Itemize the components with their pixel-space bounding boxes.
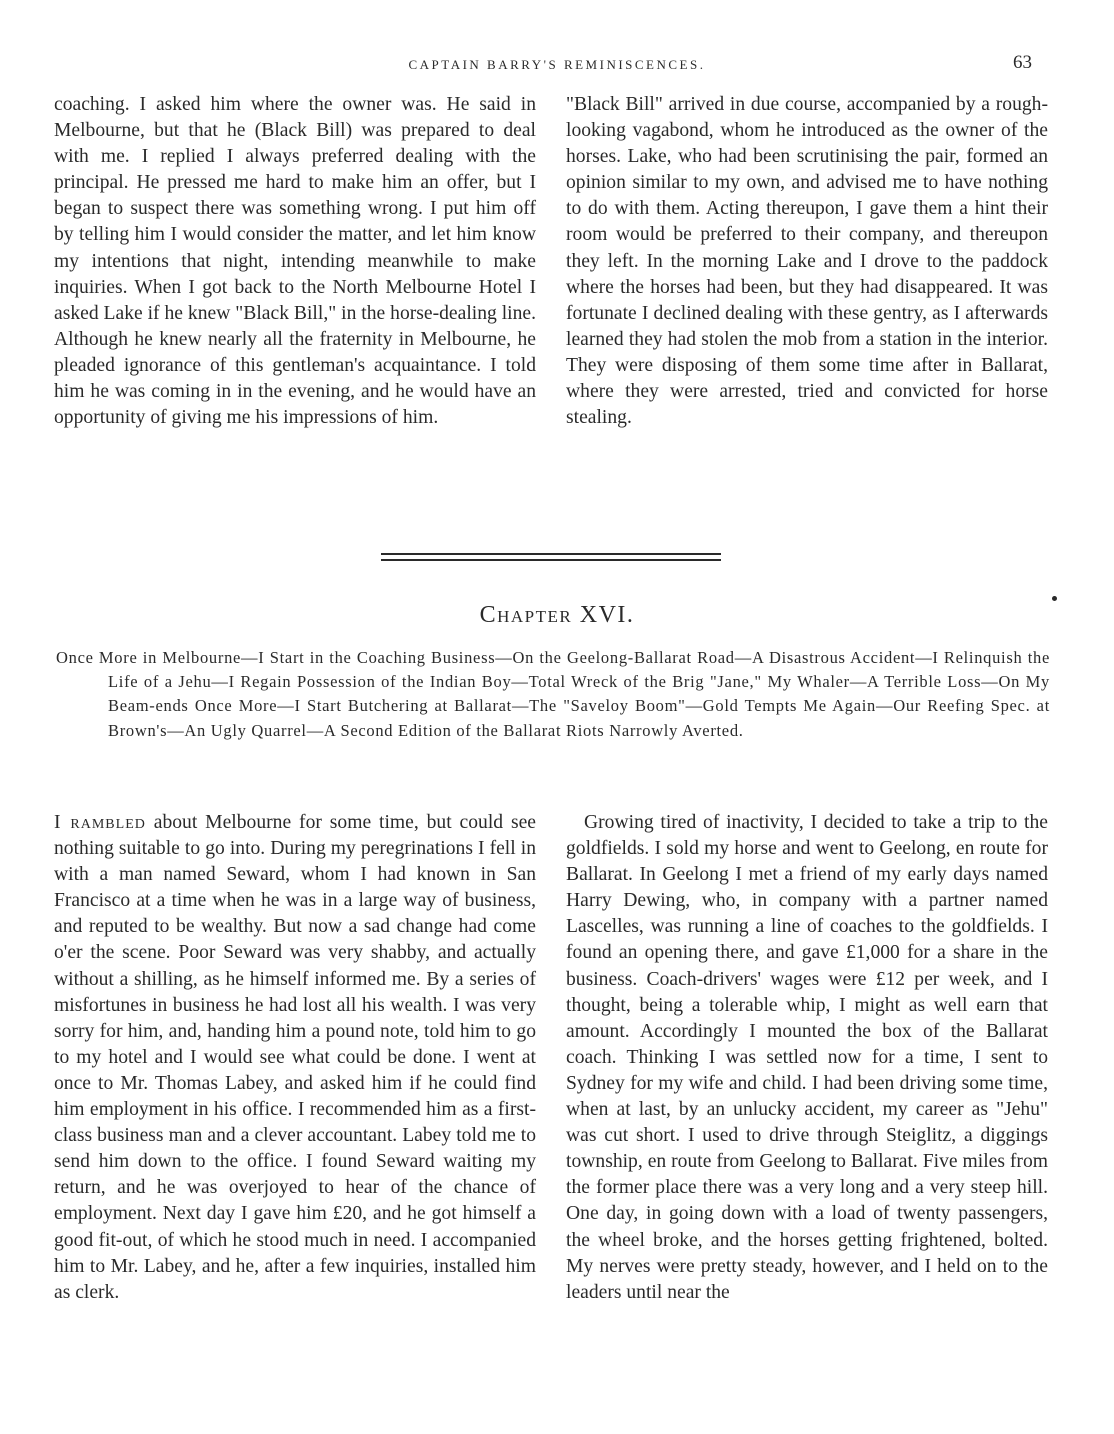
running-head bbox=[0, 52, 1114, 80]
opening-paragraph-text: about Melbourne for some time, but could see nothing suitable to go into. During my peregrinations I fell in with a man named Seward, whom I had known in San Francisco at a time when he was in a large way of business, and reputed to be wealthy. But now a sad change had come o'er the scene. Poor Seward was very shabby, and actually without a shilling, as he himself informed me. By a series of misfortunes in business he had lost all his wealth. I was very sorry for him, and, handing him a pound note, told him to go to my hotel and I would see what could be done. I went at once to Mr. Thomas Labey, and asked him if he could find him employment in his office. I recommended him as a first-class business man and a clever accountant. Labey told me to send him down to the office. I found Seward waiting my return, and he was overjoyed to hear of the chance of employment. Next day I gave him £20, and he got himself a good fit-out, of which he stood much in need. I accompanied him to Mr. Labey, and he, after a few inquiries, installed him as clerk. bbox=[54, 812, 536, 1303]
paragraph-continued: coaching. I asked him where the owner was. He said in Melbourne, but that he (Black Bill) was prepared to deal with me. I replied I always preferred dealing with the principal. He pressed me hard to make him an offer, but I began to suspect there was something wrong. I put him off by telling him I would consider the matter, and let him know my intentions that night, intending meanwhile to make inquiries. When I got back to the North Melbourne Hotel I asked Lake if he knew "Black Bill," in the horse-dealing line. Although he knew nearly all the fraternity in Melbourne, he pleaded ignorance of this gentleman's acquaintance. I told him he was coming in in the evening, and he would have an opportunity of giving me his impressions of him. bbox=[54, 94, 536, 429]
chapter-heading: Chapter XVI. bbox=[479, 602, 635, 628]
paragraph-black-bill: "Black Bill" arrived in due course, accompanied by a rough-looking vagabond, whom he introduced as the owner of the horses. Lake, who had been scrutinising the pair, formed an opinion similar to my own, and advised me to have nothing to do with them. Acting thereupon, I gave them a hint their room would be preferred to their company, and thereupon they left. In the morning Lake and I drove to the paddock where the horses had been, but they had disappeared. It was fortunate I declined dealing with these gentry, as I afterwards learned they had stolen the mob from a station in the interior. They were disposing of them some time after in Ballarat, where they were arrested, tried and convicted for horse stealing. bbox=[566, 94, 1048, 429]
chapter-synopsis: Once More in Melbourne—I Start in the Coaching Business—On the Geelong-Ballarat Road—A Disastrous Accident—I Relinquish the Life of a Jehu—I Regain Possession of the Indian Boy—Total Wreck of the Brig "Jane," My Whaler—A Terrible Loss—On My Beam-ends Once More—I Start Butchering at Ballarat—The "Saveloy Boom"—Gold Tempts Me Again—Our Reefing Spec. at Brown's—An Ugly Quarrel—A Second Edition of the Ballarat Riots Narrowly Averted. bbox=[56, 648, 1050, 740]
divider-line-lower bbox=[381, 559, 721, 561]
bottom-right-column bbox=[566, 810, 1048, 1306]
section-divider bbox=[381, 553, 721, 563]
opening-words: I rambled bbox=[54, 812, 146, 833]
bottom-left-column bbox=[54, 810, 536, 1306]
running-title: CAPTAIN BARRY'S REMINISCENCES. bbox=[408, 57, 706, 72]
paragraph-goldfields: Growing tired of inactivity, I decided to take a trip to the goldfields. I sold my horse and went to Geelong, en route for Ballarat. In Geelong I met a friend of my early days named Harry Dewing, who, in company with a partner named Lascelles, was running a line of coaches to the goldfields. I found an opening there, and gave £1,000 for a share in the business. Coach-drivers' wages were £12 per week, and I thought, being a tolerable whip, I might as well earn that amount. Accordingly I mounted the box of the Ballarat coach. Thinking I was settled now for a time, I sent to Sydney for my wife and child. I had been driving some time, when at last, by an unlucky accident, my career as "Jehu" was cut short. I used to drive through Steiglitz, a diggings township, en route from Geelong to Ballarat. Five miles from the former place there was a very long and a very steep hill. One day, in going down with a load of twenty passengers, the wheel broke, and the horses getting frightened, bolted. My nerves were pretty steady, however, and I held on to the leaders until near the bbox=[566, 812, 1048, 1303]
page-number: 63 bbox=[1013, 52, 1032, 73]
top-right-column bbox=[566, 92, 1048, 431]
divider-line-upper bbox=[381, 553, 721, 555]
top-left-column bbox=[54, 92, 536, 431]
paragraph-opening bbox=[54, 810, 536, 1306]
